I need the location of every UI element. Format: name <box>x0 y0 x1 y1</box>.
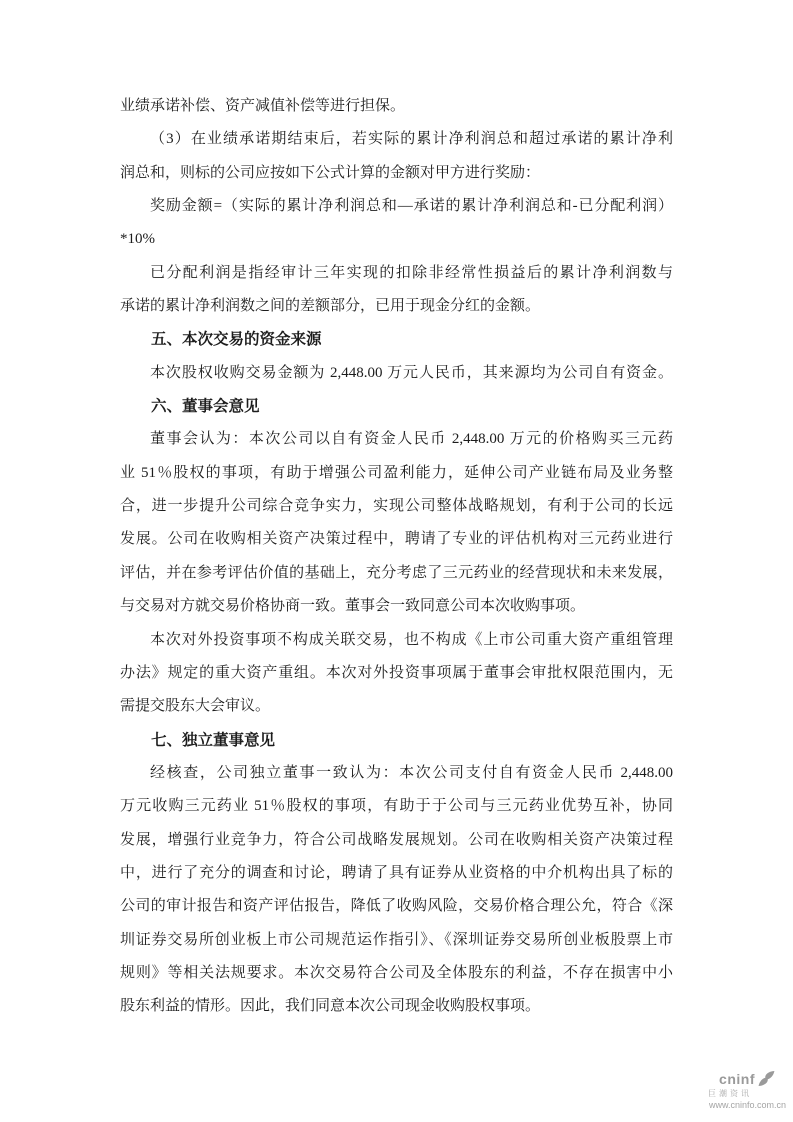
cninfo-swirl-icon <box>757 1069 776 1088</box>
paragraph-line: 发展，增强行业竞争力，符合公司战略发展规划。公司在收购相关资产决策过程 <box>120 831 673 848</box>
paragraph-line: 公司的审计报告和资产评估报告，降低了收购风险，交易价格合理公允，符合《深 <box>120 898 673 915</box>
paragraph-line: 需提交股东大会审议。 <box>120 698 271 715</box>
paragraph-line: 承诺的累计净利润数之间的差额部分，已用于现金分红的金额。 <box>120 298 541 315</box>
cninfo-watermark <box>708 1069 788 1110</box>
formula-line: 奖励金额=（实际的累计净利润总和—承诺的累计净利润总和-已分配利润） <box>150 198 673 215</box>
paragraph-line: 本次股权收购交易金额为 2,448.00 万元人民币，其来源均为公司自有资金。 <box>150 364 673 381</box>
paragraph-line: 发展。公司在收购相关资产决策过程中，聘请了专业的评估机构对三元药业进行 <box>120 531 673 548</box>
paragraph-line: 已分配利润是指经审计三年实现的扣除非经常性损益后的累计净利润数与 <box>150 264 673 281</box>
paragraph-line: 与交易对方就交易价格协商一致。董事会一致同意公司本次收购事项。 <box>120 598 586 615</box>
section-heading-funding-source: 五、本次交易的资金来源 <box>151 331 322 349</box>
paragraph-line: 评估，并在参考评估价值的基础上，充分考虑了三元药业的经营现状和未来发展， <box>120 564 673 581</box>
paragraph-line: 万元收购三元药业 51％股权的事项，有助于于公司与三元药业优势互补，协同 <box>120 798 673 815</box>
cninfo-brand-text: cninf <box>719 1070 755 1087</box>
section-heading-independent-directors: 七、独立董事意见 <box>151 731 276 749</box>
paragraph-line: 业绩承诺补偿、资产减值补偿等进行担保。 <box>120 98 406 114</box>
cninfo-url: www.cninfo.com.cn <box>708 1100 786 1110</box>
paragraph-line: 合，进一步提升公司综合竞争实力，实现公司整体战略规划，有利于公司的长远 <box>120 498 673 515</box>
paragraph-line: 经核查，公司独立董事一致认为：本次公司支付自有资金人民币 2,448.00 <box>150 764 673 781</box>
paragraph-line: 圳证券交易所创业板上市公司规范运作指引》、《深圳证券交易所创业板股票上市 <box>120 931 673 948</box>
paragraph-line: （3）在业绩承诺期结束后，若实际的累计净利润总和超过承诺的累计净利 <box>150 131 673 148</box>
paragraph-line: 办法》规定的重大资产重组。本次对外投资事项属于董事会审批权限范围内，无 <box>120 664 673 681</box>
document-body <box>120 90 673 1024</box>
paragraph-line: 润总和，则标的公司应按如下公式计算的金额对甲方进行奖励： <box>120 164 541 181</box>
section-heading-board-opinion: 六、董事会意见 <box>151 398 260 416</box>
formula-line: *10% <box>120 231 155 248</box>
paragraph-line: 中，进行了充分的调查和讨论，聘请了具有证券从业资格的中介机构出具了标的 <box>120 864 673 881</box>
paragraph-line: 本次对外投资事项不构成关联交易，也不构成《上市公司重大资产重组管理 <box>150 631 673 648</box>
paragraph-line: 股东利益的情形。因此，我们同意本次公司现金收购股权事项。 <box>120 998 541 1015</box>
paragraph-line: 业 51％股权的事项，有助于增强公司盈利能力，延伸公司产业链布局及业务整 <box>120 464 673 481</box>
paragraph-line: 规则》等相关法规要求。本次交易符合公司及全体股东的利益，不存在损害中小 <box>120 964 673 981</box>
cninfo-chinese-name: 巨潮资讯 <box>708 1089 752 1098</box>
paragraph-line: 董事会认为：本次公司以自有资金人民币 2,448.00 万元的价格购买三元药 <box>150 431 673 448</box>
